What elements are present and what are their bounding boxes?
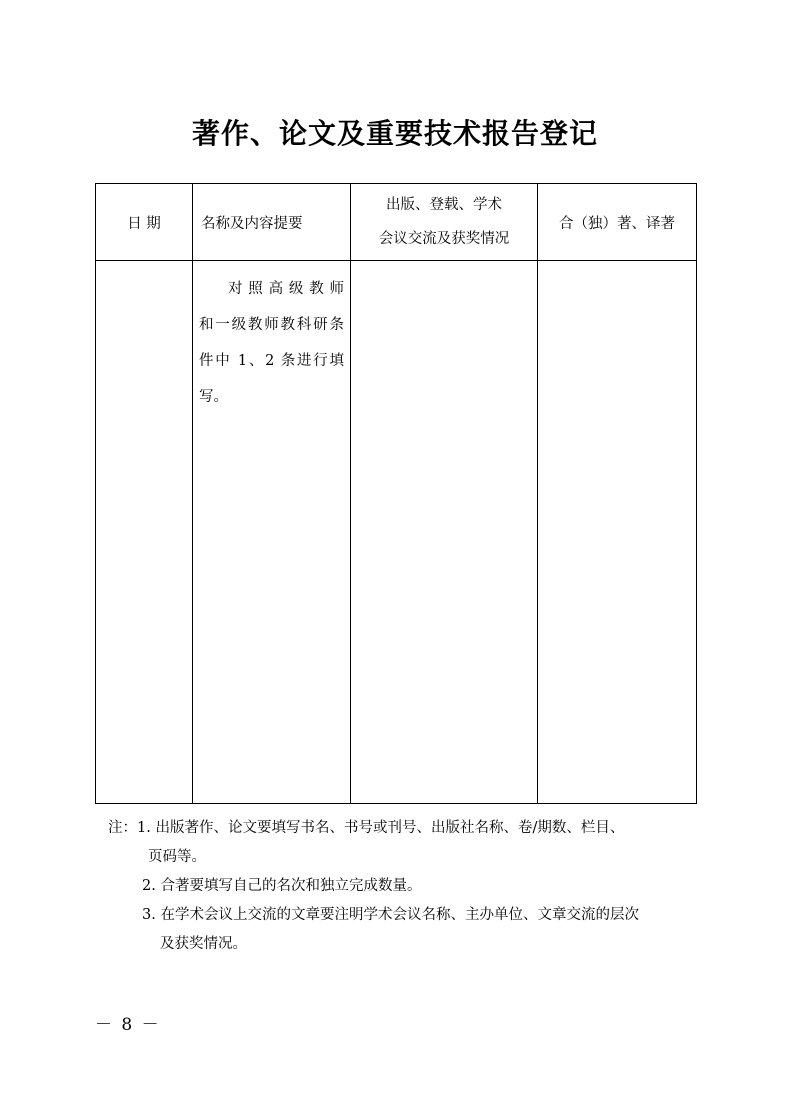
table-header-row <box>96 184 697 261</box>
table-row <box>96 261 697 804</box>
fill-guidance <box>193 261 350 415</box>
header-name: 名称及内容提要 <box>193 184 351 261</box>
guidance-line-1: 对照高级教师 <box>228 281 344 297</box>
header-publication-line1: 出版、登载、学术 <box>386 197 502 213</box>
header-publication <box>351 184 538 261</box>
header-author: 合（独）著、译著 <box>538 184 697 261</box>
note-item-3: 3. 在学术会议上交流的文章要注明学术会议名称、主办单位、文章交流的层次 <box>142 907 639 923</box>
note-1-line-2: 页码等。 <box>148 849 206 865</box>
note-1-line-1: 1. 出版著作、论文要填写书名、书号或刊号、出版社名称、卷/期数、栏目、 <box>137 820 625 836</box>
note-3-line-2: 及获奖情况。 <box>160 936 247 952</box>
cell-date[interactable] <box>96 261 193 804</box>
notes-section <box>108 814 698 959</box>
guidance-line-2: 和一级教师教科研条 <box>199 317 344 333</box>
cell-author[interactable] <box>538 261 697 804</box>
header-publication-line2: 会议交流及获奖情况 <box>378 231 510 247</box>
page-title: 著作、论文及重要技术报告登记 <box>191 117 598 150</box>
note-item-2: 2. 合著要填写自己的名次和独立完成数量。 <box>142 878 422 894</box>
notes-label: 注： <box>108 820 137 836</box>
note-item-1 <box>108 814 698 843</box>
header-date: 日 期 <box>96 184 193 261</box>
page-number: － 8 － <box>95 1015 161 1035</box>
cell-publication[interactable] <box>351 261 538 804</box>
registration-table <box>95 183 697 804</box>
cell-name[interactable] <box>193 261 351 804</box>
guidance-line-3: 件中 1、2 条进行填写。 <box>199 353 344 405</box>
